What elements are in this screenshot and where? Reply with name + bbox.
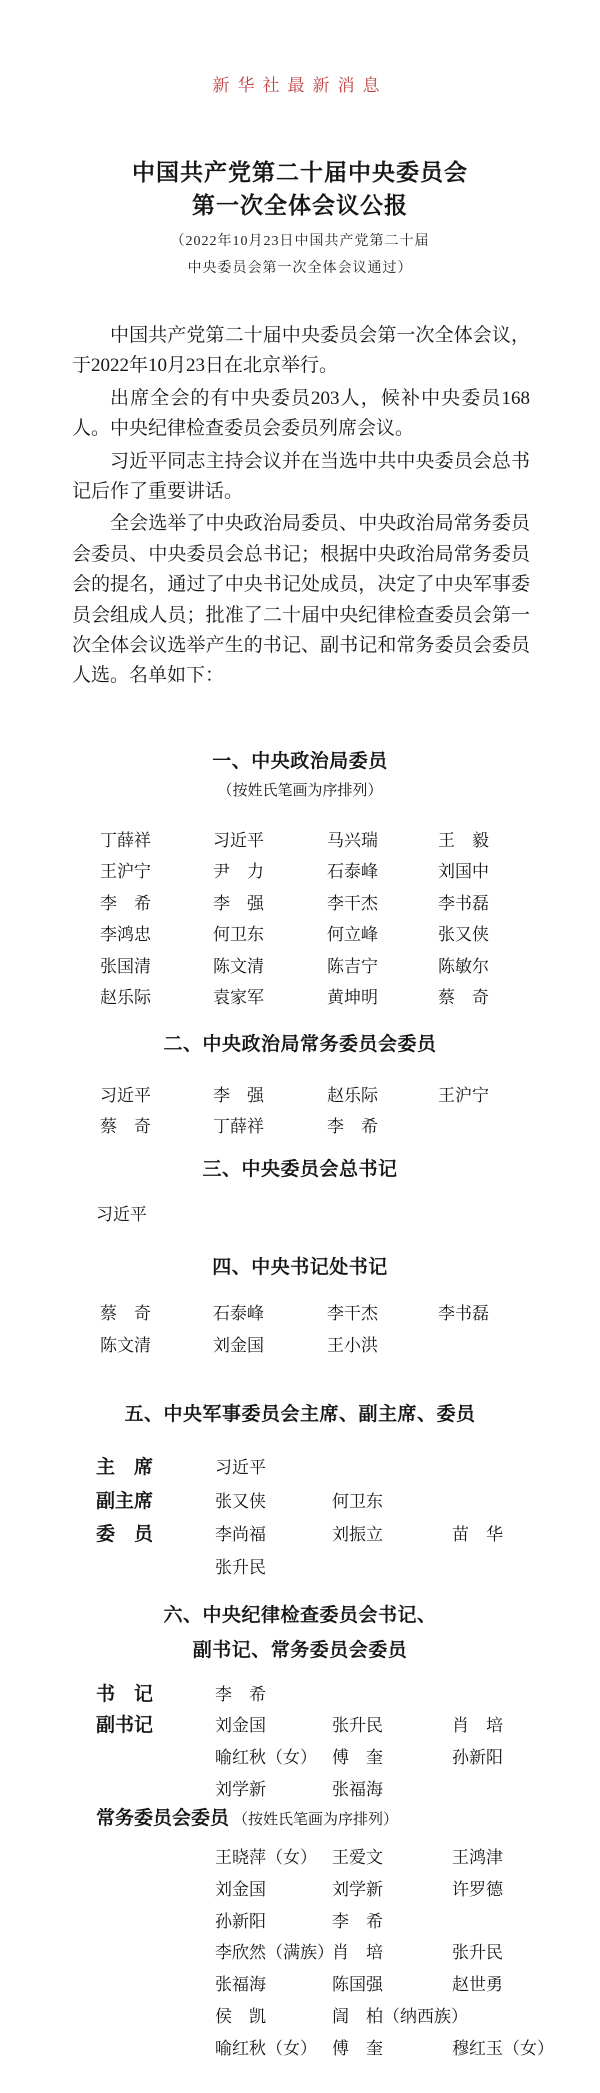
masthead: 新华社最新消息 [212,76,388,95]
name-cell: 傅 奎 [332,1747,383,1767]
name-cell: 何立峰 [327,925,378,945]
name-cell [452,1551,600,1584]
name-cell: 孙新阳 [215,1911,266,1931]
name-cell: 陈文清 [213,956,264,976]
name-cell: 张又侠 [215,1491,266,1511]
paragraph-4: 全会选举了中央政治局委员、中央政治局常务委员会委员、中央委员会总书记；根据中央政治局常务委员会的提名，通过了中央书记处成员，决定了中央军事委员会组成人员；批准了二十届中央纪律检查委员会第一次全体会议选举产生的书记、副书记和常务委员会委员人选。名单如下： [72,513,530,687]
name-cell: 陈文清 [100,1336,151,1356]
name-cell: 李干杰 [327,893,378,913]
name-cell: 张国清 [100,956,151,976]
section-6-heading-line-1: 六、中央纪律检查委员会书记、 [163,1604,437,1626]
name-cell: 李 希 [215,1684,266,1704]
name-cell [438,1112,600,1143]
paragraph-1: 中国共产党第二十届中央委员会第一次全体会议，于2022年10月23日在北京举行。 [72,325,530,377]
section-1-name-grid [100,825,600,1013]
name-cell [332,1451,452,1484]
name-cell [452,1774,600,1806]
standing-committee-note: （按姓氏笔画为序排列） [233,1812,399,1829]
name-cell: 傅 奎 [332,2038,383,2058]
section-6-heading [0,1598,600,1668]
name-cell: 刘金国 [215,1880,266,1900]
name-cell: 张福海 [215,1975,266,1995]
role-label [96,1774,215,1806]
name-cell [452,1451,600,1484]
name-cell: 许罗德 [452,1880,503,1900]
name-cell: 李干杰 [327,1304,378,1324]
name-cell: 李 希 [100,893,151,913]
name-cell: 刘国中 [438,862,489,882]
name-cell: 石泰峰 [213,1304,264,1324]
name-cell: 苗 华 [452,1524,503,1544]
section-2-heading: 二、中央政治局常务委员会委员 [163,1034,437,1056]
section-1-note: （按姓氏笔画为序排列） [217,782,383,799]
name-cell: 陈吉宁 [327,956,378,976]
name-cell: 张升民 [215,1558,266,1578]
name-cell: 李书磊 [438,1304,489,1324]
role-label: 书 记 [96,1683,154,1705]
name-cell: 李尚福 [215,1524,266,1544]
role-label: 副书记 [96,1715,154,1737]
name-cell: 何卫东 [213,925,264,945]
name-cell: 何卫东 [332,1491,383,1511]
name-cell: 喻红秋（女） [215,1747,317,1767]
name-cell: 蔡 奇 [100,1116,151,1136]
name-cell: 刘金国 [215,1716,266,1736]
role-label [96,1742,215,1774]
name-cell [452,1906,600,1938]
name-cell: 习近平 [213,830,264,850]
name-cell: 陈国强 [332,1975,383,1995]
name-cell: 李 希 [332,1911,383,1931]
section-6-roster [96,1679,600,1806]
name-cell: 蔡 奇 [100,1304,151,1324]
name-cell: 黄坤明 [327,987,378,1007]
name-cell: 王鸿津 [452,1848,503,1868]
section-5-heading: 五、中央军事委员会主席、副主席、委员 [124,1404,476,1426]
section-4-heading: 四、中央书记处书记 [212,1257,388,1279]
name-cell: 孙新阳 [452,1747,503,1767]
name-cell: 王小洪 [327,1336,378,1356]
name-cell: 马兴瑞 [327,830,378,850]
name-cell: 丁薛祥 [213,1116,264,1136]
name-cell: 王 毅 [438,830,489,850]
name-cell: 习近平 [100,1086,151,1106]
role-label: 委 员 [96,1523,154,1545]
standing-committee-name-grid [215,1842,600,2064]
name-cell [332,1679,452,1711]
name-cell: 张升民 [452,1943,503,1963]
name-cell: 穆红玉（女） [452,2038,554,2058]
name-cell: 赵世勇 [452,1975,503,1995]
document-title [0,156,600,222]
name-cell: 侯 凯 [215,2006,266,2026]
name-cell: 李鸿忠 [100,925,151,945]
name-cell: 肖 培 [332,1943,383,1963]
role-label: 主 席 [96,1457,154,1479]
body-text [72,321,530,692]
name-cell: 李书磊 [438,893,489,913]
general-secretary-name: 习近平 [96,1205,147,1225]
name-cell: 刘学新 [215,1779,266,1799]
name-cell: 肖 培 [452,1716,503,1736]
name-cell: 丁薛祥 [100,830,151,850]
paragraph-3: 习近平同志主持会议并在当选中共中央委员会总书记后作了重要讲话。 [72,450,530,503]
document-subtitle [0,228,600,282]
section-1-heading: 一、中央政治局委员 [212,750,388,772]
name-cell: 习近平 [215,1458,266,1478]
name-cell: 王沪宁 [438,1086,489,1106]
name-cell: 张福海 [332,1779,383,1799]
standing-committee-label-line [96,1805,600,1834]
subtitle-line-1: （2022年10月23日中国共产党第二十届 [170,234,430,249]
name-cell: 李 强 [213,1086,264,1106]
name-cell [452,1485,600,1518]
name-cell: 赵乐际 [100,987,151,1007]
name-cell: 张又侠 [438,925,489,945]
name-cell: 赵乐际 [327,1086,378,1106]
name-cell: 王晓萍（女） [215,1848,317,1868]
name-cell [452,2001,600,2033]
name-cell: 李欣然（满族） [215,1943,334,1963]
name-cell: 张升民 [332,1716,383,1736]
name-cell: 袁家军 [213,987,264,1007]
subtitle-line-2: 中央委员会第一次全体会议通过） [187,261,413,276]
name-cell: 陈敏尔 [438,956,489,976]
section-3-heading: 三、中央委员会总书记 [202,1159,398,1181]
name-cell: 刘振立 [332,1524,383,1544]
name-cell: 李 希 [327,1116,378,1136]
title-line-1: 中国共产党第二十届中央委员会 [132,160,468,185]
name-cell: 王沪宁 [100,862,151,882]
name-cell: 蔡 奇 [438,987,489,1007]
name-cell [332,1551,452,1584]
name-cell: 訚 柏（纳西族） [332,2006,468,2026]
name-cell: 王爱文 [332,1848,383,1868]
role-label [96,1551,215,1584]
section-4-name-grid [100,1298,600,1362]
title-line-2: 第一次全体会议公报 [192,193,408,218]
role-label: 副主席 [96,1490,154,1512]
name-cell: 刘学新 [332,1880,383,1900]
name-cell: 石泰峰 [327,862,378,882]
section-5-roster [96,1451,600,1584]
standing-committee-label: 常务委员会委员 [96,1808,230,1830]
section-6-heading-line-2: 副书记、常务委员会委员 [192,1639,408,1661]
name-cell: 刘金国 [213,1336,264,1356]
section-2-name-grid [100,1081,600,1142]
name-cell: 李 强 [213,893,264,913]
name-cell [452,1679,600,1711]
name-cell: 喻红秋（女） [215,2038,317,2058]
name-cell [438,1330,600,1362]
paragraph-2: 出席全会的有中央委员203人，候补中央委员168人。中央纪律检查委员会委员列席会议。 [72,387,530,440]
name-cell: 尹 力 [213,862,264,882]
